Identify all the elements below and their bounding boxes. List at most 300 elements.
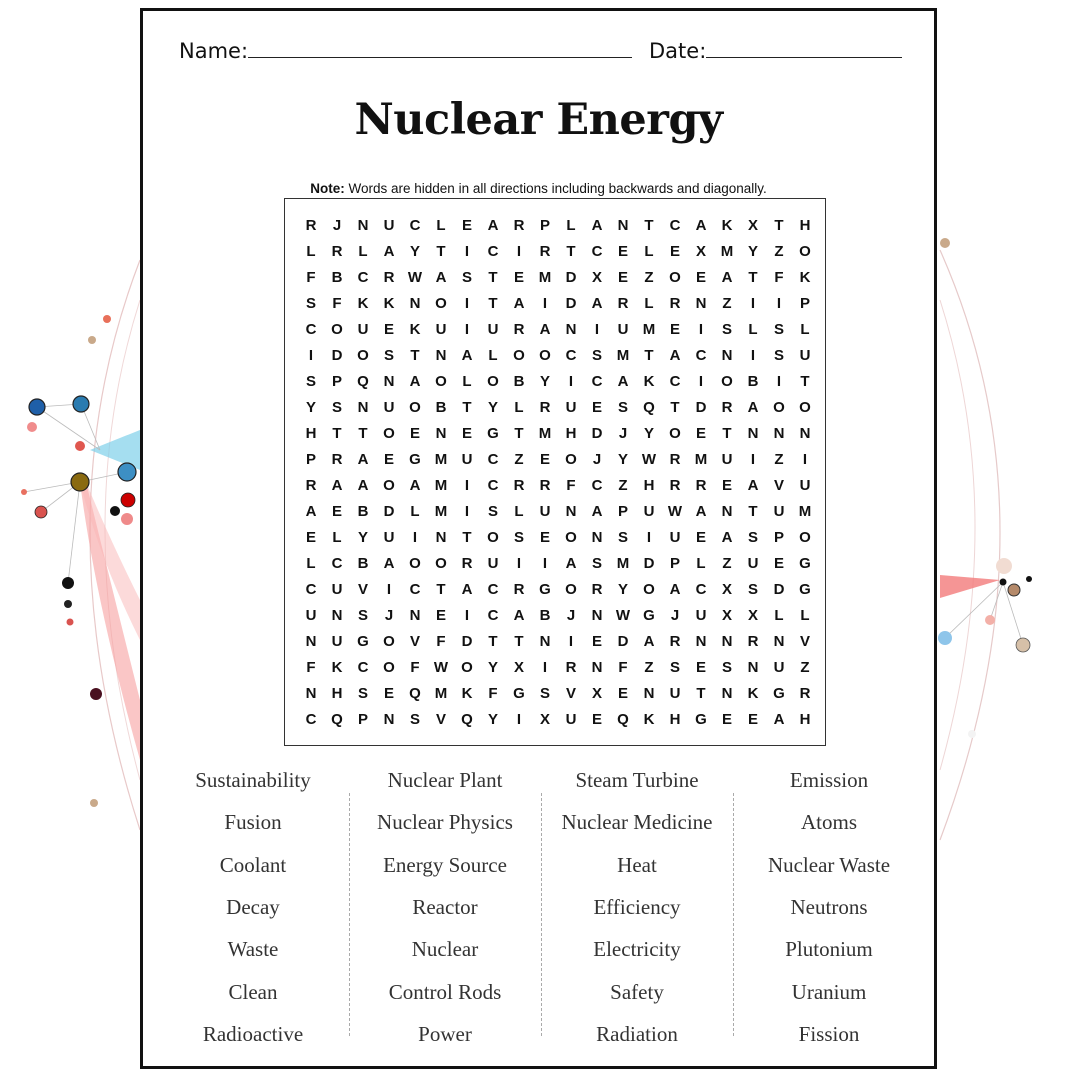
grid-letter[interactable]: E [513,269,524,286]
grid-letter[interactable]: D [643,555,655,572]
grid-letter[interactable]: I [386,581,392,598]
grid-letter[interactable]: A [357,477,369,494]
date-field[interactable] [649,39,902,63]
grid-letter[interactable]: V [409,633,420,650]
grid-letter[interactable]: L [748,321,758,338]
grid-letter[interactable]: T [332,425,342,442]
grid-letter[interactable]: G [695,711,707,728]
grid-letter[interactable]: U [487,555,499,572]
grid-letter[interactable]: L [410,503,420,520]
grid-letter[interactable]: A [383,555,395,572]
grid-letter[interactable]: Y [487,399,498,416]
grid-letter[interactable]: N [617,217,629,234]
grid-letter[interactable]: M [694,451,708,468]
grid-letter[interactable]: E [695,269,706,286]
grid-letter[interactable]: K [747,685,759,702]
grid-letter[interactable]: E [591,399,602,416]
grid-letter[interactable]: R [721,399,733,416]
grid-letter[interactable]: C [591,477,603,494]
grid-letter[interactable]: T [358,425,368,442]
grid-letter[interactable]: E [721,711,732,728]
grid-letter[interactable]: S [591,347,602,364]
grid-letter[interactable]: H [331,685,343,702]
grid-letter[interactable]: R [565,659,577,676]
grid-letter[interactable]: L [358,243,368,260]
grid-letter[interactable]: M [642,321,656,338]
grid-letter[interactable]: O [383,425,395,442]
grid-letter[interactable]: I [646,529,652,546]
grid-letter[interactable]: U [461,451,473,468]
grid-letter[interactable]: I [464,295,470,312]
grid-letter[interactable]: S [617,399,628,416]
grid-letter[interactable]: O [669,269,681,286]
grid-letter[interactable]: I [412,529,418,546]
grid-letter[interactable]: U [669,529,681,546]
grid-letter[interactable]: U [747,555,759,572]
grid-letter[interactable]: I [568,373,574,390]
grid-letter[interactable]: N [305,685,317,702]
grid-letter[interactable]: L [332,529,342,546]
grid-letter[interactable]: T [696,685,706,702]
grid-letter[interactable]: R [461,555,473,572]
grid-letter[interactable]: N [539,633,551,650]
grid-letter[interactable]: V [773,477,784,494]
grid-letter[interactable]: G [773,685,785,702]
grid-letter[interactable]: S [305,295,316,312]
grid-letter[interactable]: L [514,399,524,416]
grid-letter[interactable]: N [357,399,369,416]
grid-letter[interactable]: U [331,581,343,598]
grid-letter[interactable]: H [643,477,655,494]
grid-letter[interactable]: D [565,295,577,312]
grid-letter[interactable]: Y [487,659,498,676]
grid-letter[interactable]: T [644,347,654,364]
grid-letter[interactable]: O [383,477,395,494]
grid-letter[interactable]: M [798,503,812,520]
grid-letter[interactable]: O [565,529,577,546]
grid-letter[interactable]: C [409,581,421,598]
grid-letter[interactable]: U [383,529,395,546]
grid-letter[interactable]: U [487,321,499,338]
grid-letter[interactable]: N [383,711,395,728]
grid-letter[interactable]: O [383,633,395,650]
grid-letter[interactable]: K [357,295,369,312]
grid-letter[interactable]: X [513,659,524,676]
grid-letter[interactable]: O [435,373,447,390]
grid-letter[interactable]: W [433,659,449,676]
grid-letter[interactable]: T [644,217,654,234]
grid-letter[interactable]: F [306,659,316,676]
grid-letter[interactable]: P [305,451,316,468]
grid-letter[interactable]: U [305,607,317,624]
grid-letter[interactable]: C [669,217,681,234]
grid-letter[interactable]: A [669,581,681,598]
grid-letter[interactable]: T [722,425,732,442]
grid-letter[interactable]: A [669,347,681,364]
grid-letter[interactable]: C [357,659,369,676]
grid-letter[interactable]: T [670,399,680,416]
grid-letter[interactable]: N [799,425,811,442]
grid-letter[interactable]: R [513,581,525,598]
grid-letter[interactable]: T [748,269,758,286]
grid-letter[interactable]: R [617,295,629,312]
grid-letter[interactable]: E [305,529,316,546]
grid-letter[interactable]: Q [331,711,343,728]
grid-letter[interactable]: C [357,269,369,286]
grid-letter[interactable]: I [568,633,574,650]
grid-letter[interactable]: A [721,529,733,546]
grid-letter[interactable]: O [721,373,733,390]
grid-letter[interactable]: C [591,243,603,260]
grid-letter[interactable]: P [331,373,342,390]
grid-letter[interactable]: O [799,243,811,260]
grid-letter[interactable]: C [409,217,421,234]
grid-letter[interactable]: L [436,217,446,234]
grid-letter[interactable]: E [773,555,784,572]
grid-letter[interactable]: D [331,347,343,364]
grid-letter[interactable]: L [306,555,316,572]
grid-letter[interactable]: C [487,477,499,494]
grid-letter[interactable]: E [461,425,472,442]
grid-letter[interactable]: O [435,555,447,572]
grid-letter[interactable]: N [591,607,603,624]
grid-letter[interactable]: A [461,581,473,598]
grid-letter[interactable]: I [802,451,808,468]
grid-letter[interactable]: N [591,659,603,676]
grid-letter[interactable]: C [305,581,317,598]
grid-letter[interactable]: I [698,321,704,338]
grid-letter[interactable]: Z [774,243,784,260]
grid-letter[interactable]: A [539,321,551,338]
grid-letter[interactable]: U [695,607,707,624]
grid-letter[interactable]: A [643,633,655,650]
grid-letter[interactable]: X [539,711,550,728]
grid-letter[interactable]: P [773,529,784,546]
grid-letter[interactable]: U [773,659,785,676]
grid-letter[interactable]: O [669,425,681,442]
grid-letter[interactable]: S [721,659,732,676]
grid-letter[interactable]: T [800,373,810,390]
grid-letter[interactable]: T [514,633,524,650]
grid-letter[interactable]: H [669,711,681,728]
grid-letter[interactable]: I [516,555,522,572]
grid-letter[interactable]: H [799,217,811,234]
grid-letter[interactable]: R [669,633,681,650]
grid-letter[interactable]: S [773,347,784,364]
name-field[interactable] [179,39,632,63]
grid-letter[interactable]: R [513,321,525,338]
grid-letter[interactable]: S [383,347,394,364]
grid-letter[interactable]: I [750,295,756,312]
grid-letter[interactable]: O [773,399,785,416]
grid-letter[interactable]: M [616,347,630,364]
grid-letter[interactable]: E [435,607,446,624]
grid-letter[interactable]: I [464,607,470,624]
grid-letter[interactable]: T [436,581,446,598]
grid-letter[interactable]: E [461,217,472,234]
grid-letter[interactable]: T [488,295,498,312]
grid-letter[interactable]: C [695,347,707,364]
grid-letter[interactable]: L [644,295,654,312]
name-blank-line[interactable] [248,39,632,58]
grid-letter[interactable]: I [542,659,548,676]
grid-letter[interactable]: Y [539,373,550,390]
grid-letter[interactable]: T [566,243,576,260]
grid-letter[interactable]: N [305,633,317,650]
grid-letter[interactable]: V [357,581,368,598]
grid-letter[interactable]: Z [722,295,732,312]
grid-letter[interactable]: O [357,347,369,364]
grid-letter[interactable]: U [773,503,785,520]
grid-letter[interactable]: Z [618,477,628,494]
grid-letter[interactable]: K [799,269,811,286]
grid-letter[interactable]: P [617,503,628,520]
grid-letter[interactable]: O [799,529,811,546]
grid-letter[interactable]: Y [305,399,316,416]
grid-letter[interactable]: V [435,711,446,728]
grid-letter[interactable]: L [462,373,472,390]
grid-letter[interactable]: X [721,581,732,598]
grid-letter[interactable]: U [799,347,811,364]
grid-letter[interactable]: G [799,581,811,598]
grid-letter[interactable]: G [513,685,525,702]
grid-letter[interactable]: A [409,477,421,494]
grid-letter[interactable]: T [514,425,524,442]
grid-letter[interactable]: O [409,555,421,572]
grid-letter[interactable]: A [695,503,707,520]
grid-letter[interactable]: I [750,451,756,468]
grid-letter[interactable]: Q [357,373,369,390]
grid-letter[interactable]: U [669,685,681,702]
grid-letter[interactable]: C [305,321,317,338]
grid-letter[interactable]: M [720,243,734,260]
grid-letter[interactable]: O [331,321,343,338]
grid-letter[interactable]: C [305,711,317,728]
grid-letter[interactable]: U [565,399,577,416]
grid-letter[interactable]: C [487,581,499,598]
grid-letter[interactable]: R [539,477,551,494]
grid-letter[interactable]: W [667,503,683,520]
grid-letter[interactable]: P [357,711,368,728]
grid-letter[interactable]: A [565,555,577,572]
grid-letter[interactable]: U [383,217,395,234]
grid-letter[interactable]: Y [409,243,420,260]
grid-letter[interactable]: I [516,243,522,260]
grid-letter[interactable]: E [695,425,706,442]
grid-letter[interactable]: W [615,607,631,624]
grid-letter[interactable]: A [513,295,525,312]
grid-letter[interactable]: A [305,503,317,520]
grid-letter[interactable]: S [487,503,498,520]
grid-letter[interactable]: A [487,217,499,234]
grid-letter[interactable]: K [721,217,733,234]
grid-letter[interactable]: T [774,217,784,234]
grid-letter[interactable]: E [721,477,732,494]
grid-letter[interactable]: O [799,399,811,416]
grid-letter[interactable]: B [539,607,551,624]
grid-letter[interactable]: D [695,399,707,416]
grid-letter[interactable]: I [542,295,548,312]
grid-letter[interactable]: E [617,685,628,702]
grid-letter[interactable]: U [435,321,447,338]
grid-letter[interactable]: Y [747,243,758,260]
grid-letter[interactable]: L [696,555,706,572]
grid-letter[interactable]: F [306,269,316,286]
grid-letter[interactable]: O [383,659,395,676]
grid-letter[interactable]: K [409,321,421,338]
grid-letter[interactable]: K [383,295,395,312]
grid-letter[interactable]: S [305,373,316,390]
grid-letter[interactable]: O [565,581,577,598]
grid-letter[interactable]: E [669,321,680,338]
grid-letter[interactable]: N [435,425,447,442]
grid-letter[interactable]: Q [409,685,421,702]
grid-letter[interactable]: L [306,243,316,260]
grid-letter[interactable]: Z [800,659,810,676]
word-search-grid[interactable] [284,198,826,746]
grid-letter[interactable]: B [357,555,369,572]
grid-letter[interactable]: U [383,399,395,416]
grid-letter[interactable]: G [409,451,421,468]
grid-letter[interactable]: O [513,347,525,364]
grid-letter[interactable]: D [461,633,473,650]
grid-letter[interactable]: L [566,217,576,234]
grid-letter[interactable]: S [461,269,472,286]
grid-letter[interactable]: J [618,425,628,442]
grid-letter[interactable]: T [410,347,420,364]
grid-letter[interactable]: G [643,607,655,624]
grid-letter[interactable]: Z [644,659,654,676]
grid-letter[interactable]: M [434,503,448,520]
grid-letter[interactable]: G [539,581,551,598]
grid-letter[interactable]: F [566,477,576,494]
grid-letter[interactable]: N [695,633,707,650]
grid-letter[interactable]: D [383,503,395,520]
grid-letter[interactable]: D [773,581,785,598]
grid-letter[interactable]: E [383,451,394,468]
grid-letter[interactable]: F [332,295,342,312]
grid-letter[interactable]: N [565,321,577,338]
grid-letter[interactable]: K [643,711,655,728]
grid-letter[interactable]: U [357,321,369,338]
grid-letter[interactable]: I [542,555,548,572]
grid-letter[interactable]: S [669,659,680,676]
grid-letter[interactable]: S [409,711,420,728]
date-blank-line[interactable] [706,39,902,58]
grid-letter[interactable]: W [641,451,657,468]
grid-letter[interactable]: S [747,529,758,546]
grid-letter[interactable]: E [695,659,706,676]
grid-letter[interactable]: P [669,555,680,572]
grid-letter[interactable]: O [487,529,499,546]
grid-letter[interactable]: P [539,217,550,234]
grid-letter[interactable]: T [748,503,758,520]
grid-letter[interactable]: D [617,633,629,650]
grid-letter[interactable]: S [357,685,368,702]
grid-letter[interactable]: P [799,295,810,312]
grid-letter[interactable]: R [747,633,759,650]
grid-letter[interactable]: N [695,295,707,312]
grid-letter[interactable]: R [513,477,525,494]
grid-letter[interactable]: J [566,607,576,624]
grid-letter[interactable]: Z [774,451,784,468]
grid-letter[interactable]: S [773,321,784,338]
grid-letter[interactable]: L [488,347,498,364]
grid-letter[interactable]: L [800,321,810,338]
grid-letter[interactable]: G [799,555,811,572]
grid-letter[interactable]: B [331,269,343,286]
grid-letter[interactable]: R [799,685,811,702]
grid-letter[interactable]: R [669,477,681,494]
grid-letter[interactable]: E [383,321,394,338]
grid-letter[interactable]: Z [644,269,654,286]
grid-letter[interactable]: R [331,451,343,468]
grid-letter[interactable]: J [332,217,342,234]
grid-letter[interactable]: C [565,347,577,364]
grid-letter[interactable]: T [488,269,498,286]
grid-letter[interactable]: I [464,503,470,520]
grid-letter[interactable]: I [698,373,704,390]
grid-letter[interactable]: X [591,685,602,702]
grid-letter[interactable]: S [513,529,524,546]
grid-letter[interactable]: S [617,529,628,546]
grid-letter[interactable]: J [384,607,394,624]
grid-letter[interactable]: I [516,711,522,728]
grid-letter[interactable]: O [409,399,421,416]
grid-letter[interactable]: N [773,425,785,442]
grid-letter[interactable]: A [331,477,343,494]
grid-letter[interactable]: N [721,347,733,364]
grid-letter[interactable]: S [591,555,602,572]
grid-letter[interactable]: F [488,685,498,702]
grid-letter[interactable]: I [776,295,782,312]
grid-letter[interactable]: L [800,607,810,624]
grid-letter[interactable]: N [435,347,447,364]
grid-letter[interactable]: C [591,373,603,390]
grid-letter[interactable]: N [747,425,759,442]
grid-letter[interactable]: R [669,451,681,468]
grid-letter[interactable]: I [594,321,600,338]
grid-letter[interactable]: U [331,633,343,650]
grid-letter[interactable]: Y [357,529,368,546]
grid-letter[interactable]: C [331,555,343,572]
grid-letter[interactable]: A [409,373,421,390]
grid-letter[interactable]: E [591,711,602,728]
grid-letter[interactable]: A [591,295,603,312]
grid-letter[interactable]: L [774,607,784,624]
grid-letter[interactable]: K [643,373,655,390]
grid-letter[interactable]: T [462,399,472,416]
grid-letter[interactable]: N [721,685,733,702]
grid-letter[interactable]: J [592,451,602,468]
grid-letter[interactable]: U [799,477,811,494]
grid-letter[interactable]: N [383,373,395,390]
grid-letter[interactable]: A [773,711,785,728]
grid-letter[interactable]: X [747,607,758,624]
grid-letter[interactable]: N [747,659,759,676]
grid-letter[interactable]: A [461,347,473,364]
grid-letter[interactable]: X [591,269,602,286]
grid-letter[interactable]: A [747,399,759,416]
grid-letter[interactable]: Y [643,425,654,442]
grid-letter[interactable]: S [539,685,550,702]
grid-letter[interactable]: E [617,269,628,286]
grid-letter[interactable]: N [591,529,603,546]
grid-letter[interactable]: E [747,711,758,728]
grid-letter[interactable]: R [591,581,603,598]
grid-letter[interactable]: A [721,269,733,286]
grid-letter[interactable]: U [643,503,655,520]
